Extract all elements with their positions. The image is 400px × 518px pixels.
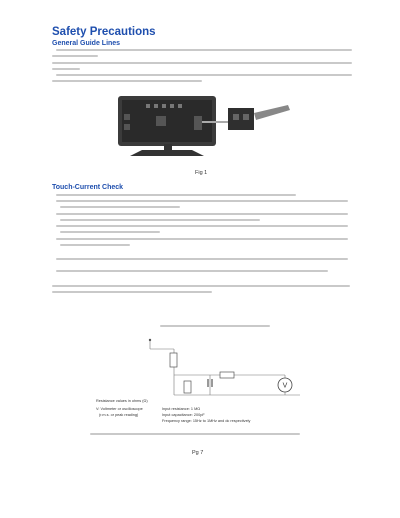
- legend-resistance: Resistance values in ohms (Ω): [96, 399, 148, 403]
- svg-text:V: V: [282, 382, 288, 390]
- resistor-3: [220, 372, 234, 378]
- page-number: Pg 7: [192, 450, 204, 456]
- section-heading-general-guidelines: General Guide Lines: [52, 40, 121, 47]
- legend-input-3: Frequency range: 15Hz to 1MHz and dc respectively: [162, 419, 251, 423]
- figure-note-text: [90, 433, 300, 435]
- resistor-2: [184, 381, 191, 393]
- figure-caption: Fig 1: [195, 170, 208, 176]
- touch-current-circuit: [140, 335, 310, 400]
- legend-voltmeter-1: V: Voltmeter or oscilloscope: [96, 407, 143, 411]
- legend-input-2: Input capacitance: 200pF: [162, 413, 205, 417]
- section-heading-touch-current-check: Touch-Current Check: [52, 184, 124, 191]
- probe-terminal: [149, 339, 151, 341]
- resistor-1: [170, 353, 177, 367]
- page-title: Safety Precautions: [52, 26, 156, 38]
- legend-voltmeter-2: (r.m.s. or peak reading): [99, 413, 139, 417]
- probe-icon: [254, 105, 290, 120]
- tv-rear-figure: [110, 94, 300, 164]
- port-closeup: [228, 108, 254, 130]
- legend-input-1: Input resistance: 1 MΩ: [162, 407, 201, 411]
